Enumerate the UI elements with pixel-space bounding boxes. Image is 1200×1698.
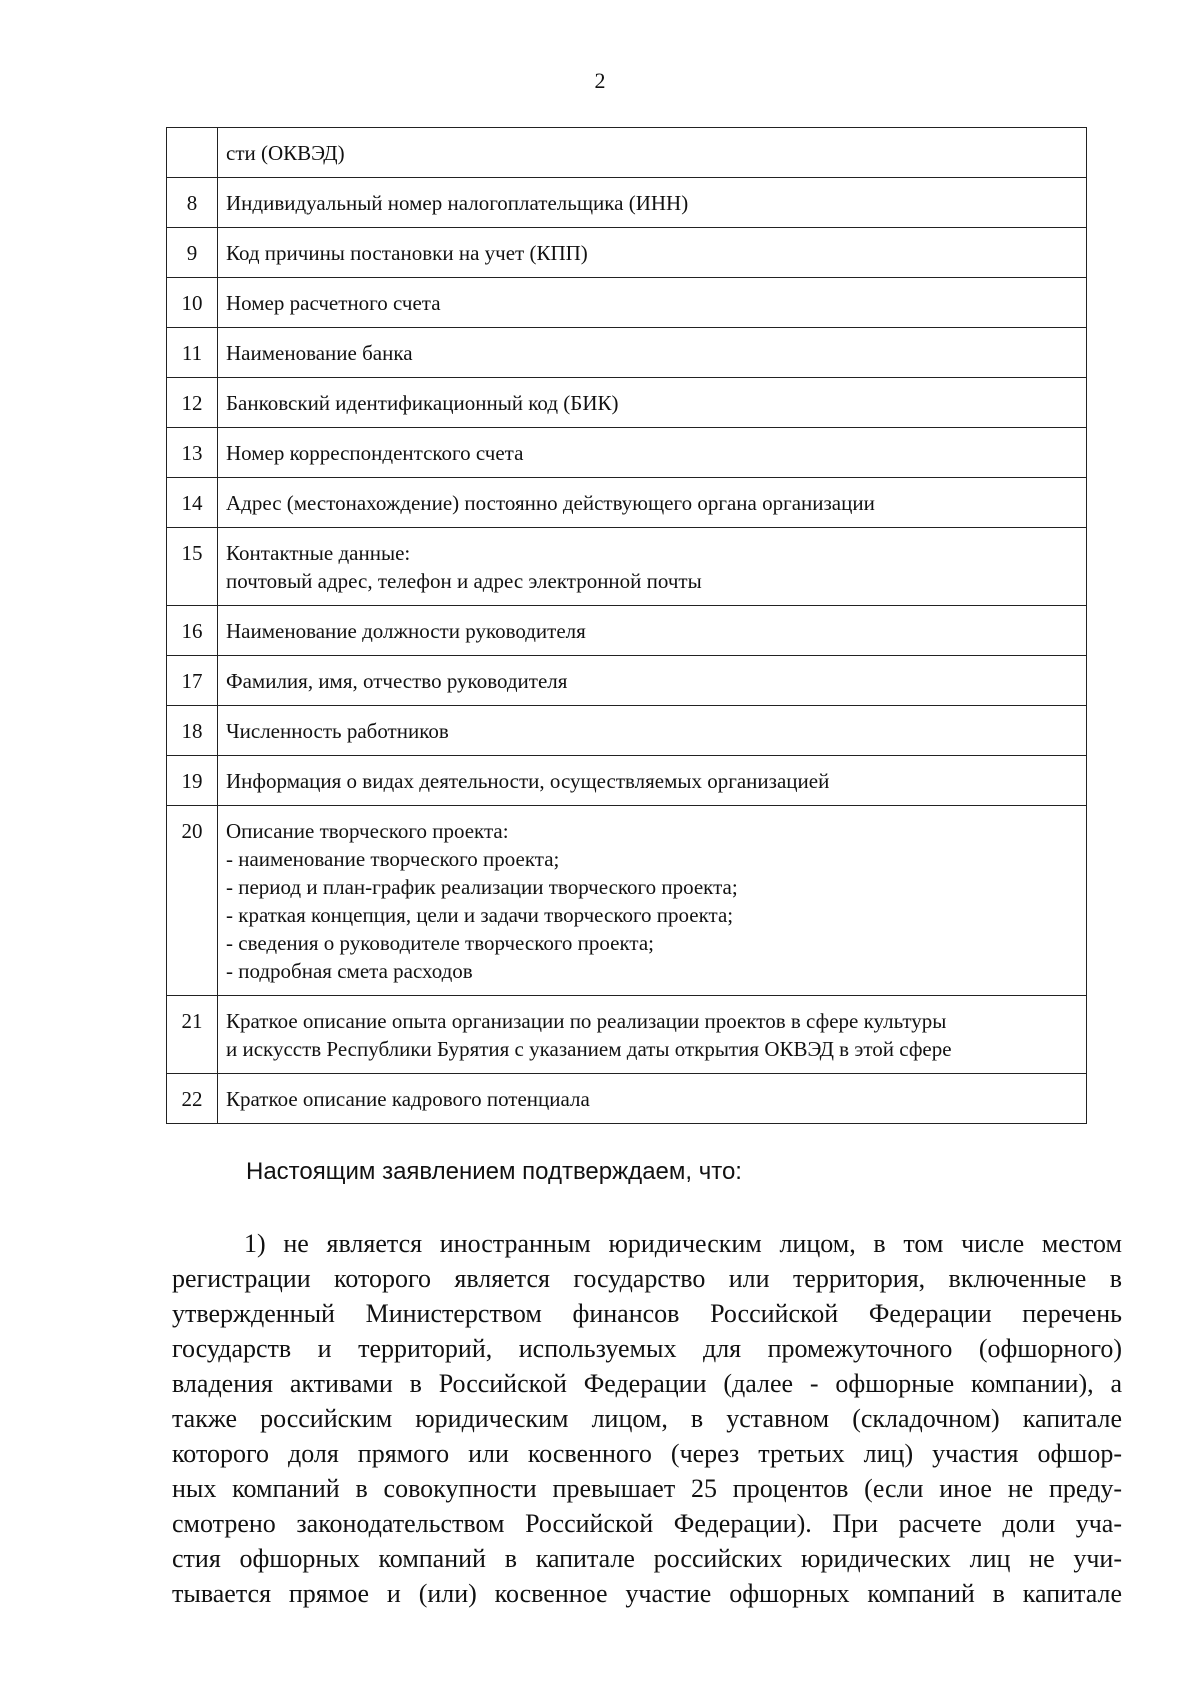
row-number: 10 (167, 278, 218, 328)
row-text-line: сти (ОКВЭД) (226, 141, 345, 165)
row-text-line: Код причины постановки на учет (КПП) (226, 241, 588, 265)
row-text (218, 128, 1087, 178)
row-text-line: Номер корреспондентского счета (226, 441, 524, 465)
row-text-line: Наименование банка (226, 341, 413, 365)
row-number: 18 (167, 706, 218, 756)
table-row (167, 328, 1087, 378)
row-text (218, 806, 1087, 996)
row-text (218, 378, 1087, 428)
paragraph-line: которого доля прямого или косвенного (через третьих лиц) участия офшор- (172, 1439, 1122, 1468)
row-number: 14 (167, 478, 218, 528)
row-number: 9 (167, 228, 218, 278)
table-row (167, 706, 1087, 756)
row-number: 21 (167, 996, 218, 1074)
table-row (167, 606, 1087, 656)
row-number: 11 (167, 328, 218, 378)
application-form-table (166, 127, 1087, 1124)
row-text-line: Краткое описание кадрового потенциала (226, 1087, 590, 1111)
table-row (167, 378, 1087, 428)
row-number: 13 (167, 428, 218, 478)
row-text-line: Номер расчетного счета (226, 291, 441, 315)
table-row (167, 228, 1087, 278)
table-row (167, 756, 1087, 806)
table-row (167, 128, 1087, 178)
row-text-line: - подробная смета расходов (226, 959, 473, 983)
row-text-line: Банковский идентификационный код (БИК) (226, 391, 619, 415)
row-text-line: Контактные данные: (226, 541, 411, 565)
row-number: 15 (167, 528, 218, 606)
row-number (167, 128, 218, 178)
paragraph-line: тывается прямое и (или) косвенное участие офшорных компаний в капитале (172, 1579, 1122, 1608)
row-number: 8 (167, 178, 218, 228)
paragraph-line: также российским юридическим лицом, в уставном (складочном) капитале (172, 1404, 1122, 1433)
row-number: 22 (167, 1074, 218, 1124)
row-text (218, 528, 1087, 606)
row-text (218, 606, 1087, 656)
row-text (218, 1074, 1087, 1124)
row-text-line: - краткая концепция, цели и задачи творческого проекта; (226, 903, 734, 927)
paragraph-line: утвержденный Министерством финансов Российской Федерации перечень (172, 1299, 1122, 1328)
row-number: 20 (167, 806, 218, 996)
paragraph-line: регистрации которого является государство или территория, включенные в (172, 1264, 1122, 1293)
table-row (167, 1074, 1087, 1124)
table-row (167, 178, 1087, 228)
paragraph-line: ных компаний в совокупности превышает 25 процентов (если иное не преду- (172, 1474, 1122, 1503)
paragraph-line: владения активами в Российской Федерации (далее - офшорные компании), а (172, 1369, 1122, 1398)
page-number: 2 (594, 68, 606, 93)
row-text-line: почтовый адрес, телефон и адрес электронной почты (226, 569, 702, 593)
row-text (218, 706, 1087, 756)
row-text-line: Индивидуальный номер налогоплательщика (ИНН) (226, 191, 689, 215)
row-text-line: Описание творческого проекта: (226, 819, 509, 843)
paragraph-line: 1) не является иностранным юридическим лицом, в том числе местом (244, 1229, 1122, 1258)
row-text (218, 328, 1087, 378)
paragraph-line: стия офшорных компаний в капитале российских юридических лиц не учи- (172, 1544, 1122, 1573)
row-text-line: Информация о видах деятельности, осуществляемых организацией (226, 769, 830, 793)
row-number: 17 (167, 656, 218, 706)
row-text-line: Численность работников (226, 719, 449, 743)
table-row (167, 996, 1087, 1074)
row-text-line: - сведения о руководителе творческого проекта; (226, 931, 654, 955)
row-number: 19 (167, 756, 218, 806)
confirmation-paragraph (172, 1226, 1122, 1611)
table-row (167, 806, 1087, 996)
statement-heading: Настоящим заявлением подтверждаем, что: (246, 1158, 742, 1185)
row-number: 12 (167, 378, 218, 428)
paragraph-line: смотрено законодательством Российской Федерации). При расчете доли уча- (172, 1509, 1122, 1538)
table-row (167, 428, 1087, 478)
table-body (167, 128, 1087, 1124)
row-text-line: и искусств Республики Бурятия с указанием даты открытия ОКВЭД в этой сфере (226, 1037, 952, 1061)
row-number: 16 (167, 606, 218, 656)
row-text (218, 228, 1087, 278)
row-text-line: Адрес (местонахождение) постоянно действующего органа организации (226, 491, 875, 515)
row-text-line: Наименование должности руководителя (226, 619, 586, 643)
row-text (218, 756, 1087, 806)
row-text (218, 278, 1087, 328)
table-row (167, 478, 1087, 528)
row-text-line: - наименование творческого проекта; (226, 847, 560, 871)
row-text-line: Фамилия, имя, отчество руководителя (226, 669, 568, 693)
row-text (218, 178, 1087, 228)
row-text-line: - период и план-график реализации творческого проекта; (226, 875, 738, 899)
row-text (218, 656, 1087, 706)
table-row (167, 278, 1087, 328)
table-row (167, 528, 1087, 606)
row-text-line: Краткое описание опыта организации по реализации проектов в сфере культуры (226, 1009, 947, 1033)
table-row (167, 656, 1087, 706)
row-text (218, 478, 1087, 528)
paragraph-line: государств и территорий, используемых для промежуточного (офшорного) (172, 1334, 1122, 1363)
row-text (218, 996, 1087, 1074)
row-text (218, 428, 1087, 478)
